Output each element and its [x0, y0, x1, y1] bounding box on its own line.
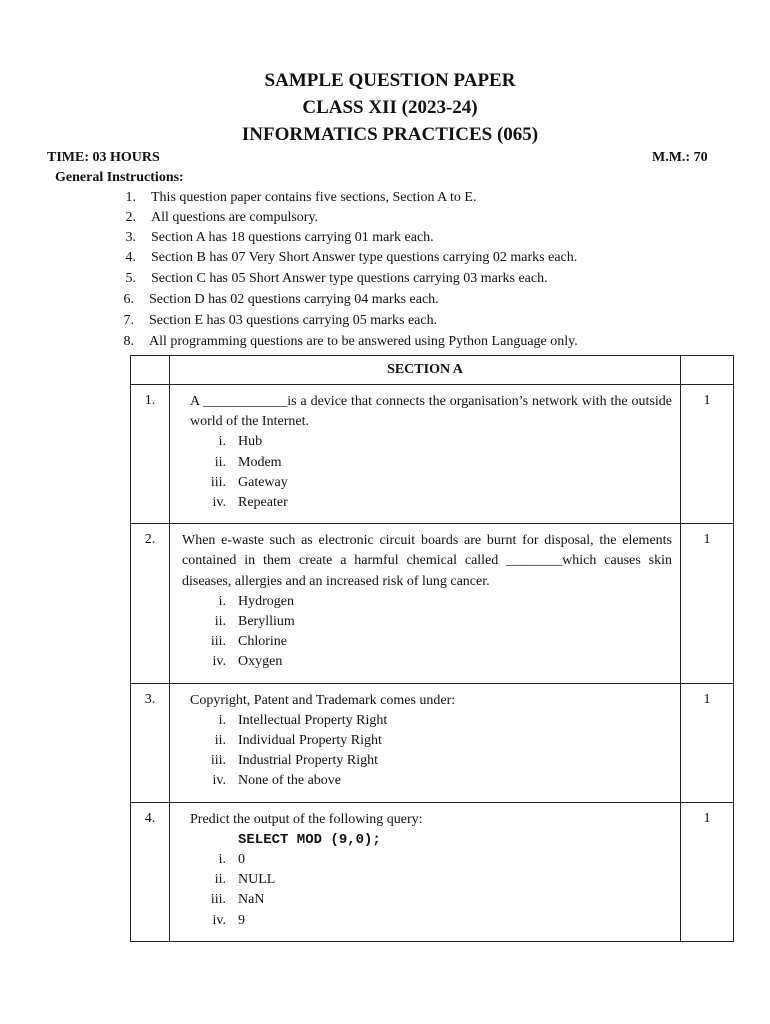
option-roman: iii.: [210, 753, 226, 769]
instruction-number: 6.: [123, 292, 134, 307]
option-item: [190, 850, 672, 870]
section-header-row: [131, 356, 734, 385]
question-marks: 1: [681, 524, 734, 683]
instruction-text: All programming questions are to be answered using Python Language only.: [149, 334, 578, 349]
option-item: [190, 453, 672, 473]
option-roman: ii.: [214, 733, 226, 749]
option-item: [190, 731, 672, 751]
option-item: [190, 911, 672, 931]
option-roman: ii.: [214, 614, 226, 630]
option-text: None of the above: [238, 773, 342, 789]
option-item: [190, 711, 672, 731]
option-roman: ii.: [214, 872, 226, 888]
option-text: Chlorine: [238, 634, 287, 650]
question-number: 3.: [131, 683, 170, 802]
instruction-text: Section E has 03 questions carrying 05 marks each.: [149, 313, 438, 328]
option-roman: iii.: [210, 634, 226, 650]
question-text: When e-waste such as electronic circuit boards are burnt for disposal, the elements contained in them create a harmful chemical called ________which causes skin diseases, allergies and an increased risk of lung cancer.: [182, 533, 672, 589]
option-roman: i.: [218, 712, 226, 728]
section-a-table: [130, 355, 734, 942]
option-text: Oxygen: [238, 654, 283, 670]
instruction-text: Section D has 02 questions carrying 04 marks each.: [149, 292, 439, 307]
option-list: [190, 592, 672, 673]
time-label: TIME: 03 HOURS: [47, 150, 160, 165]
option-list: [190, 432, 672, 513]
option-roman: iii.: [210, 892, 226, 908]
option-list: [190, 711, 672, 792]
instruction-number: 8.: [123, 334, 134, 349]
option-item: [190, 751, 672, 771]
question-row: [131, 524, 734, 683]
option-roman: i.: [218, 434, 226, 450]
option-item: [190, 870, 672, 890]
instruction-number: 1.: [125, 190, 136, 205]
class-title: CLASS XII (2023-24): [302, 97, 478, 118]
instruction-text: All questions are compulsory.: [151, 210, 319, 225]
option-text: Repeater: [238, 495, 288, 511]
option-roman: i.: [218, 852, 226, 868]
question-row: [131, 385, 734, 524]
question-row: [131, 683, 734, 802]
option-text: Hub: [238, 434, 263, 450]
empty-cell: [131, 356, 170, 385]
option-list: [190, 850, 672, 931]
question-body: [170, 385, 681, 524]
option-item: [190, 890, 672, 910]
option-roman: iii.: [210, 474, 226, 490]
option-text: Modem: [238, 454, 282, 470]
question-text: A ____________is a device that connects the organisation’s network with the outside world of the Internet.: [190, 394, 672, 430]
question-body: [170, 802, 681, 941]
question-text: Copyright, Patent and Trademark comes under:: [190, 692, 456, 708]
question-row: [131, 802, 734, 941]
option-roman: iv.: [212, 495, 226, 511]
instruction-text: Section C has 05 Short Answer type questions carrying 03 marks each.: [151, 271, 548, 286]
option-text: Intellectual Property Right: [238, 712, 388, 728]
option-roman: iv.: [212, 654, 226, 670]
question-body: [170, 683, 681, 802]
question-number: 2.: [131, 524, 170, 683]
question-marks: 1: [681, 385, 734, 524]
option-text: NaN: [238, 892, 265, 908]
option-item: [190, 612, 672, 632]
option-roman: iv.: [212, 773, 226, 789]
option-item: [190, 592, 672, 612]
instruction-text: Section B has 07 Very Short Answer type questions carrying 02 marks each.: [151, 250, 578, 265]
option-text: 9: [238, 912, 245, 928]
question-number: 1.: [131, 385, 170, 524]
instruction-number: 5.: [125, 271, 136, 286]
instruction-text: Section A has 18 questions carrying 01 mark each.: [151, 230, 434, 245]
question-marks: 1: [681, 802, 734, 941]
option-item: [190, 632, 672, 652]
instruction-text: This question paper contains five sections, Section A to E.: [151, 190, 477, 205]
option-item: [190, 473, 672, 493]
sql-query-code: SELECT MOD (9,0);: [238, 831, 381, 848]
instruction-number: 3.: [125, 230, 136, 245]
option-item: [190, 771, 672, 791]
option-text: Industrial Property Right: [238, 753, 378, 769]
option-roman: iv.: [212, 912, 226, 928]
question-number: 4.: [131, 802, 170, 941]
question-text: Predict the output of the following query:: [190, 811, 423, 827]
general-instructions-heading: General Instructions:: [55, 170, 184, 185]
option-roman: i.: [218, 593, 226, 609]
option-item: [190, 493, 672, 513]
option-roman: ii.: [214, 454, 226, 470]
option-item: [190, 432, 672, 452]
section-title: SECTION A: [170, 356, 681, 385]
option-item: [190, 652, 672, 672]
question-body: [170, 524, 681, 683]
max-marks-label: M.M.: 70: [652, 150, 708, 165]
paper-title: SAMPLE QUESTION PAPER: [264, 70, 516, 91]
option-text: Individual Property Right: [238, 733, 382, 749]
option-text: NULL: [238, 872, 276, 888]
subject-title: INFORMATICS PRACTICES (065): [241, 124, 539, 145]
empty-cell: [681, 356, 734, 385]
option-text: Beryllium: [238, 614, 295, 630]
question-marks: 1: [681, 683, 734, 802]
option-text: Hydrogen: [238, 593, 294, 609]
option-text: Gateway: [238, 474, 288, 490]
option-text: 0: [238, 852, 245, 868]
instruction-number: 4.: [125, 250, 136, 265]
instruction-number: 7.: [123, 313, 134, 328]
instruction-number: 2.: [125, 210, 136, 225]
